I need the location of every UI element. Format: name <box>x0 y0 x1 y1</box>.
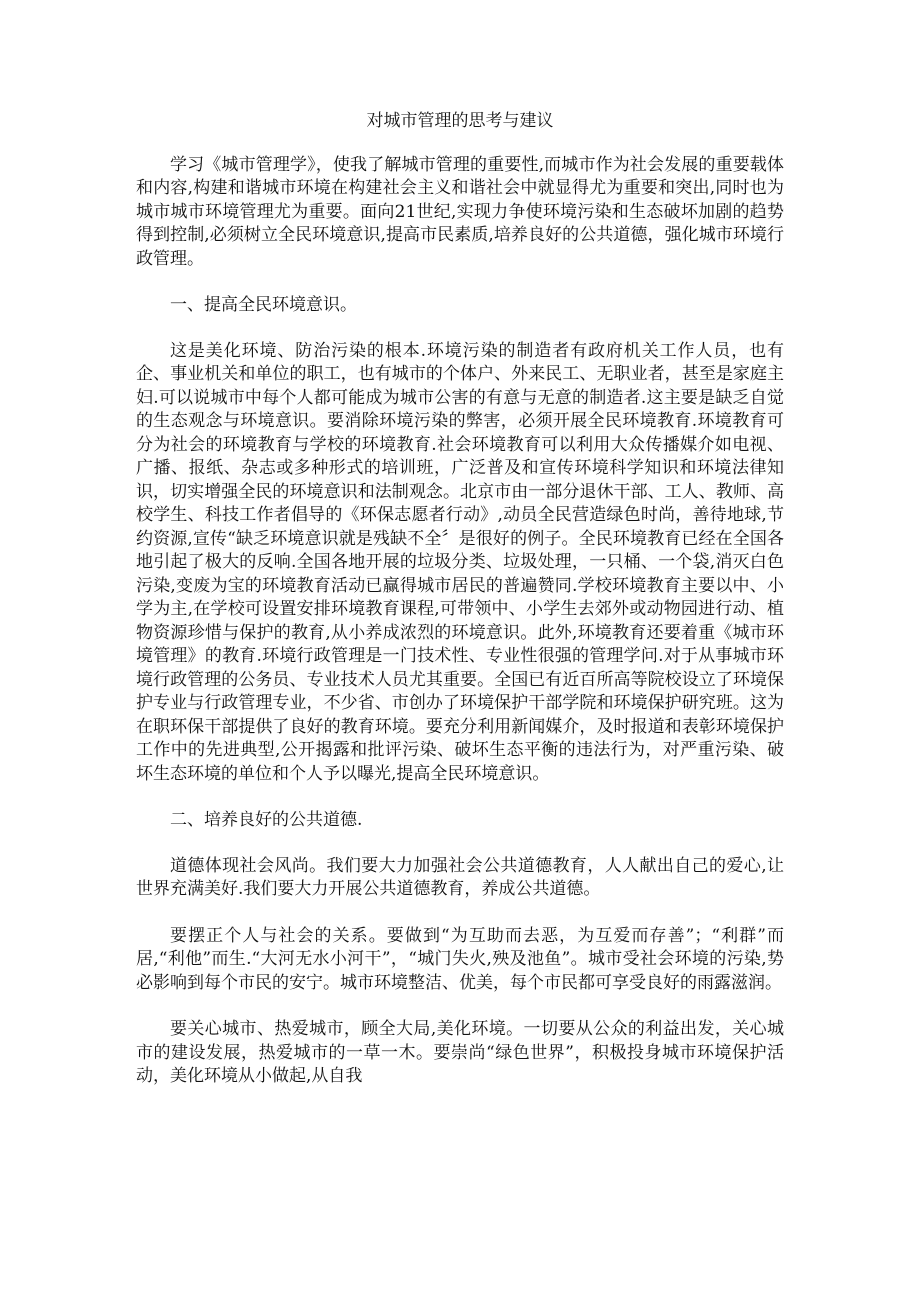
document-title: 对城市管理的思考与建议 <box>366 111 554 131</box>
section-heading-2: 二、培养良好的公共道德. <box>170 810 363 830</box>
section-heading-1: 一、提高全民环境意识。 <box>170 295 357 315</box>
section-1-body: 这是美化环境、防治污染的根本.环境污染的制造者有政府机关工作人员，也有企、事业机关和单位的职工，也有城市的个体户、外来民工、无职业者，甚至是家庭主妇.可以说城市中每个人都可能成为城市公害的有意与无意的制造者.这主要是缺乏自觉的生态观念与环境意识。要消除环境污染的弊害，必须开展全民环境教育.环境教育可分为社会的环境教育与学校的环境教育.社会环境教育可以利用大众传播媒介如电视、广播、报纸、杂志或多种形式的培训班，广泛普及和宣传环境科学知识和环境法律知识，切实增强全民的环境意识和法制观念。北京市由一部分退休干部、工人、教师、高校学生、科技工作者倡导的《环保志愿者行动》,动员全民营造绿色时尚，善待地球,节约资源,宣传“缺乏环境意识就是残缺不全〞是很好的例子。全民环境教育已经在全国各地引起了极大的反响.全国各地开展的垃圾分类、垃圾处理，一只桶、一个袋,消灭白色污染,变废为宝的环境教育活动已赢得城市居民的普遍赞同.学校环境教育主要以中、小学为主,在学校可设置安排环境教育课程,可带领中、小学生去郊外或动物园进行动、植物资源珍惜与保护的教育,从小养成浓烈的环境意识。此外,环境教育还要着重《城市环境管理》的教育.环境行政管理是一门技术性、专业性很强的管理学问.对于从事城市环境行政管理的公务员、专业技术人员尤其重要。全国已有近百所高等院校设立了环境保护专业与行政管理专业，不少省、市创办了环境保护干部学院和环境保护研究班。这为在职环保干部提供了良好的教育环境。要充分利用新闻媒介，及时报道和表彰环境保护工作中的先进典型,公开揭露和批评污染、破坏生态平衡的违法行为，对严重污染、破坏生态环境的单位和个人予以曝光,提高全民环境意识。 <box>136 340 784 784</box>
section-2-paragraph-2: 要摆正个人与社会的关系。要做到“为互助而去恶，为互爱而存善”；“利群”而居,“利他”而生.“大河无水小河干”，“城门失火,殃及池鱼”。城市受社会环境的污染,势必影响到每个市民的安宁。城市环境整洁、优美，每个市民都可享受良好的雨露滋润。 <box>136 925 784 993</box>
intro-paragraph: 学习《城市管理学》，使我了解城市管理的重要性,而城市作为社会发展的重要载体和内容,构建和谐城市环境在构建社会主义和谐社会中就显得尤为重要和突出,同时也为城市城市环境管理尤为重要。面向21世纪,实现力争使环境污染和生态破坏加剧的趋势得到控制,必须树立全民环境意识,提高市民素质,培养良好的公共道德，强化城市环境行政管理。 <box>136 154 784 269</box>
section-2-paragraph-3: 要关心城市、热爱城市，顾全大局,美化环境。一切要从公众的利益出发，关心城市的建设发展，热爱城市的一草一木。要崇尚“绿色世界”，积极投身城市环境保护活动，美化环境从小做起,从自我 <box>136 1019 784 1086</box>
section-2-paragraph-1: 道德体现社会风尚。我们要大力加强社会公共道德教育，人人献出自己的爱心,让世界充满美好.我们要大力开展公共道德教育，养成公共道德。 <box>136 855 784 899</box>
document-page <box>136 110 784 1112</box>
